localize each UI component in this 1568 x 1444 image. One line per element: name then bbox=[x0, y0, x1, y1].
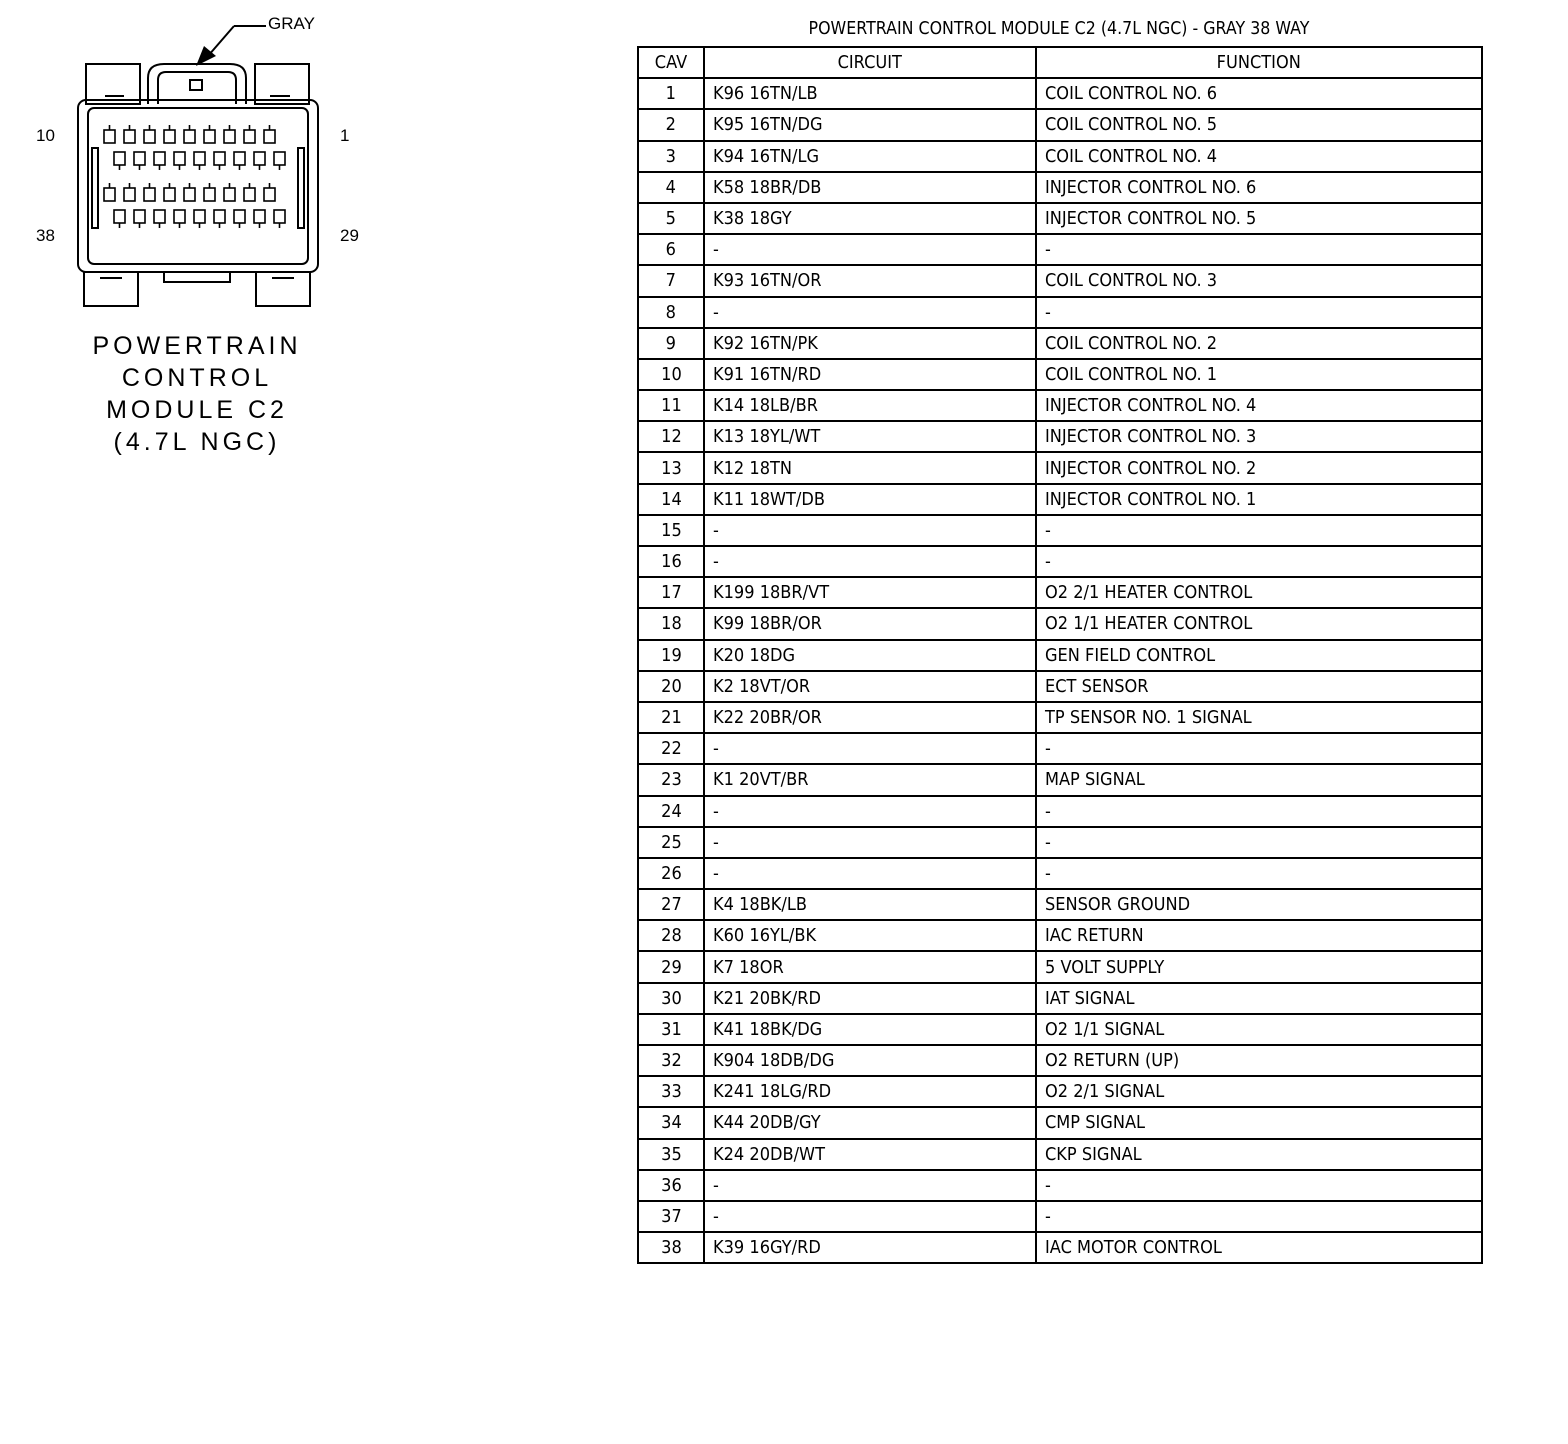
table-row bbox=[638, 421, 1482, 452]
terminal-cavity bbox=[254, 152, 265, 165]
table-row bbox=[638, 671, 1482, 702]
cell-circuit: K39 16GY/RD bbox=[704, 1232, 1036, 1263]
cell-cav: 7 bbox=[638, 265, 704, 296]
cell-circuit: K99 18BR/OR bbox=[704, 608, 1036, 639]
table-row bbox=[638, 297, 1482, 328]
terminal-cavity bbox=[214, 152, 225, 165]
cell-function: - bbox=[1036, 234, 1482, 265]
table-row bbox=[638, 608, 1482, 639]
table-row bbox=[638, 390, 1482, 421]
cell-circuit: K92 16TN/PK bbox=[704, 328, 1036, 359]
table-row bbox=[638, 1139, 1482, 1170]
connector-caption-line-1: POWERTRAIN bbox=[92, 332, 302, 360]
cell-cav: 5 bbox=[638, 203, 704, 234]
cell-cav: 30 bbox=[638, 983, 704, 1014]
table-row bbox=[638, 359, 1482, 390]
table-row bbox=[638, 172, 1482, 203]
cell-cav: 2 bbox=[638, 109, 704, 140]
cell-function: O2 1/1 HEATER CONTROL bbox=[1036, 608, 1482, 639]
cell-circuit: K241 18LG/RD bbox=[704, 1076, 1036, 1107]
cell-circuit: K199 18BR/VT bbox=[704, 577, 1036, 608]
cell-cav: 6 bbox=[638, 234, 704, 265]
pinout-table bbox=[637, 46, 1483, 1264]
terminal-cavity bbox=[134, 152, 145, 165]
cell-circuit: K20 18DG bbox=[704, 640, 1036, 671]
cell-cav: 34 bbox=[638, 1107, 704, 1138]
terminal-cavity bbox=[244, 188, 255, 201]
cell-function: 5 VOLT SUPPLY bbox=[1036, 951, 1482, 982]
cell-circuit: K58 18BR/DB bbox=[704, 172, 1036, 203]
cell-cav: 20 bbox=[638, 671, 704, 702]
table-row bbox=[638, 452, 1482, 483]
terminal-cavity bbox=[214, 210, 225, 223]
cell-cav: 9 bbox=[638, 328, 704, 359]
cell-cav: 22 bbox=[638, 733, 704, 764]
cell-function: MAP SIGNAL bbox=[1036, 764, 1482, 795]
cell-function: - bbox=[1036, 827, 1482, 858]
cell-circuit: K24 20DB/WT bbox=[704, 1139, 1036, 1170]
table-row bbox=[638, 1201, 1482, 1232]
table-row bbox=[638, 546, 1482, 577]
cell-function: - bbox=[1036, 1201, 1482, 1232]
terminal-cavity bbox=[124, 188, 135, 201]
cell-circuit: K2 18VT/OR bbox=[704, 671, 1036, 702]
cell-circuit: K93 16TN/OR bbox=[704, 265, 1036, 296]
table-title: POWERTRAIN CONTROL MODULE C2 (4.7L NGC) - GRAY 38 WAY bbox=[808, 18, 1310, 39]
cell-cav: 17 bbox=[638, 577, 704, 608]
table-row bbox=[638, 827, 1482, 858]
terminal-cavity bbox=[234, 152, 245, 165]
terminal-cavity bbox=[154, 152, 165, 165]
table-row bbox=[638, 1076, 1482, 1107]
cell-function: IAC MOTOR CONTROL bbox=[1036, 1232, 1482, 1263]
cell-circuit: K91 16TN/RD bbox=[704, 359, 1036, 390]
terminal-cavity bbox=[114, 152, 125, 165]
cell-cav: 36 bbox=[638, 1170, 704, 1201]
cell-circuit: K12 18TN bbox=[704, 452, 1036, 483]
cell-cav: 12 bbox=[638, 421, 704, 452]
pin-label-top-left: 10 bbox=[36, 126, 55, 145]
table-header-row bbox=[638, 47, 1482, 78]
cell-cav: 11 bbox=[638, 390, 704, 421]
cell-function: INJECTOR CONTROL NO. 3 bbox=[1036, 421, 1482, 452]
cell-circuit: - bbox=[704, 858, 1036, 889]
cell-cav: 16 bbox=[638, 546, 704, 577]
cell-circuit: - bbox=[704, 796, 1036, 827]
cell-circuit: K60 16YL/BK bbox=[704, 920, 1036, 951]
cell-function: COIL CONTROL NO. 3 bbox=[1036, 265, 1482, 296]
terminal-cavity bbox=[234, 210, 245, 223]
cell-function: INJECTOR CONTROL NO. 4 bbox=[1036, 390, 1482, 421]
cell-function: INJECTOR CONTROL NO. 2 bbox=[1036, 452, 1482, 483]
cell-circuit: K11 18WT/DB bbox=[704, 484, 1036, 515]
connector-caption-line-3: MODULE C2 bbox=[106, 396, 288, 424]
table-row bbox=[638, 640, 1482, 671]
cell-circuit: - bbox=[704, 733, 1036, 764]
cell-function: - bbox=[1036, 515, 1482, 546]
connector-color-label: GRAY bbox=[268, 14, 315, 33]
cell-circuit: K44 20DB/GY bbox=[704, 1107, 1036, 1138]
cell-cav: 3 bbox=[638, 141, 704, 172]
cell-function: IAC RETURN bbox=[1036, 920, 1482, 951]
cell-cav: 29 bbox=[638, 951, 704, 982]
cell-cav: 27 bbox=[638, 889, 704, 920]
table-row bbox=[638, 78, 1482, 109]
cell-cav: 8 bbox=[638, 297, 704, 328]
cell-function: ECT SENSOR bbox=[1036, 671, 1482, 702]
header-cav: CAV bbox=[638, 47, 704, 78]
table-row bbox=[638, 328, 1482, 359]
terminal-cavity bbox=[224, 130, 235, 143]
cell-circuit: K96 16TN/LB bbox=[704, 78, 1036, 109]
table-row bbox=[638, 1232, 1482, 1263]
table-row bbox=[638, 920, 1482, 951]
cell-cav: 25 bbox=[638, 827, 704, 858]
table-row bbox=[638, 515, 1482, 546]
terminal-cavity bbox=[244, 130, 255, 143]
cell-function: COIL CONTROL NO. 1 bbox=[1036, 359, 1482, 390]
cell-circuit: K94 16TN/LG bbox=[704, 141, 1036, 172]
cell-function: - bbox=[1036, 858, 1482, 889]
terminal-cavity bbox=[164, 188, 175, 201]
cell-function: O2 RETURN (UP) bbox=[1036, 1045, 1482, 1076]
terminal-cavity bbox=[104, 188, 115, 201]
cell-cav: 14 bbox=[638, 484, 704, 515]
cell-cav: 4 bbox=[638, 172, 704, 203]
terminal-cavity bbox=[204, 188, 215, 201]
cell-function: IAT SIGNAL bbox=[1036, 983, 1482, 1014]
header-circuit: CIRCUIT bbox=[704, 47, 1036, 78]
cell-function: INJECTOR CONTROL NO. 1 bbox=[1036, 484, 1482, 515]
cell-circuit: - bbox=[704, 546, 1036, 577]
terminal-cavity bbox=[134, 210, 145, 223]
terminal-cavity bbox=[254, 210, 265, 223]
connector-caption-line-4: (4.7L NGC) bbox=[113, 428, 281, 456]
cell-circuit: - bbox=[704, 827, 1036, 858]
table-row bbox=[638, 265, 1482, 296]
cell-function: COIL CONTROL NO. 4 bbox=[1036, 141, 1482, 172]
cell-cav: 38 bbox=[638, 1232, 704, 1263]
pin-label-top-right: 1 bbox=[340, 126, 350, 145]
cell-function: CMP SIGNAL bbox=[1036, 1107, 1482, 1138]
table-row bbox=[638, 983, 1482, 1014]
terminal-cavity bbox=[264, 188, 275, 201]
cell-circuit: K38 18GY bbox=[704, 203, 1036, 234]
color-pointer-arrow bbox=[190, 20, 270, 70]
table-row bbox=[638, 796, 1482, 827]
cell-function: COIL CONTROL NO. 2 bbox=[1036, 328, 1482, 359]
terminal-cavity bbox=[194, 152, 205, 165]
cell-function: - bbox=[1036, 733, 1482, 764]
cell-function: TP SENSOR NO. 1 SIGNAL bbox=[1036, 702, 1482, 733]
pin-label-bottom-left: 38 bbox=[36, 226, 55, 245]
terminal-cavity bbox=[174, 210, 185, 223]
cell-circuit: - bbox=[704, 234, 1036, 265]
terminal-cavity bbox=[264, 130, 275, 143]
table-row bbox=[638, 702, 1482, 733]
cell-cav: 32 bbox=[638, 1045, 704, 1076]
terminal-cavity bbox=[224, 188, 235, 201]
cell-circuit: K22 20BR/OR bbox=[704, 702, 1036, 733]
cell-circuit: - bbox=[704, 1201, 1036, 1232]
cell-cav: 28 bbox=[638, 920, 704, 951]
terminal-cavity bbox=[174, 152, 185, 165]
table-row bbox=[638, 109, 1482, 140]
cell-function: CKP SIGNAL bbox=[1036, 1139, 1482, 1170]
table-row bbox=[638, 858, 1482, 889]
cell-cav: 33 bbox=[638, 1076, 704, 1107]
table-row bbox=[638, 1170, 1482, 1201]
cell-cav: 10 bbox=[638, 359, 704, 390]
cell-function: - bbox=[1036, 297, 1482, 328]
cell-cav: 13 bbox=[638, 452, 704, 483]
cell-cav: 1 bbox=[638, 78, 704, 109]
table-row bbox=[638, 234, 1482, 265]
cell-function: - bbox=[1036, 796, 1482, 827]
terminal-cavity bbox=[114, 210, 125, 223]
terminal-cavity bbox=[204, 130, 215, 143]
pin-label-bottom-right: 29 bbox=[340, 226, 359, 245]
table-row bbox=[638, 141, 1482, 172]
cell-cav: 35 bbox=[638, 1139, 704, 1170]
cell-circuit: K95 16TN/DG bbox=[704, 109, 1036, 140]
cell-function: COIL CONTROL NO. 6 bbox=[1036, 78, 1482, 109]
cell-function: O2 1/1 SIGNAL bbox=[1036, 1014, 1482, 1045]
table-row bbox=[638, 484, 1482, 515]
table-row bbox=[638, 733, 1482, 764]
terminal-cavity bbox=[184, 130, 195, 143]
table-row bbox=[638, 577, 1482, 608]
cell-function: - bbox=[1036, 546, 1482, 577]
cell-cav: 15 bbox=[638, 515, 704, 546]
cell-circuit: K13 18YL/WT bbox=[704, 421, 1036, 452]
cell-cav: 24 bbox=[638, 796, 704, 827]
cell-circuit: - bbox=[704, 1170, 1036, 1201]
cell-function: INJECTOR CONTROL NO. 5 bbox=[1036, 203, 1482, 234]
cell-cav: 26 bbox=[638, 858, 704, 889]
terminal-cavity bbox=[194, 210, 205, 223]
cell-cav: 21 bbox=[638, 702, 704, 733]
cell-circuit: K4 18BK/LB bbox=[704, 889, 1036, 920]
table-row bbox=[638, 1045, 1482, 1076]
cell-cav: 37 bbox=[638, 1201, 704, 1232]
cell-cav: 31 bbox=[638, 1014, 704, 1045]
cell-function: GEN FIELD CONTROL bbox=[1036, 640, 1482, 671]
cell-cav: 23 bbox=[638, 764, 704, 795]
cell-circuit: K41 18BK/DG bbox=[704, 1014, 1036, 1045]
cell-function: O2 2/1 HEATER CONTROL bbox=[1036, 577, 1482, 608]
connector-caption-line-2: CONTROL bbox=[121, 364, 273, 392]
terminal-cavity bbox=[144, 130, 155, 143]
table-row bbox=[638, 1107, 1482, 1138]
cell-function: SENSOR GROUND bbox=[1036, 889, 1482, 920]
table-row bbox=[638, 203, 1482, 234]
terminal-cavity bbox=[124, 130, 135, 143]
terminal-cavity bbox=[104, 130, 115, 143]
cell-cav: 19 bbox=[638, 640, 704, 671]
header-function: FUNCTION bbox=[1036, 47, 1482, 78]
cell-function: - bbox=[1036, 1170, 1482, 1201]
table-row bbox=[638, 889, 1482, 920]
terminal-cavity bbox=[164, 130, 175, 143]
cell-circuit: K21 20BK/RD bbox=[704, 983, 1036, 1014]
table-row bbox=[638, 764, 1482, 795]
cell-circuit: - bbox=[704, 515, 1036, 546]
cell-cav: 18 bbox=[638, 608, 704, 639]
cell-function: INJECTOR CONTROL NO. 6 bbox=[1036, 172, 1482, 203]
terminal-cavity bbox=[144, 188, 155, 201]
table-row bbox=[638, 951, 1482, 982]
terminal-cavity bbox=[274, 152, 285, 165]
cell-circuit: K14 18LB/BR bbox=[704, 390, 1036, 421]
cell-circuit: K7 18OR bbox=[704, 951, 1036, 982]
table-row bbox=[638, 1014, 1482, 1045]
cell-function: COIL CONTROL NO. 5 bbox=[1036, 109, 1482, 140]
cell-circuit: K1 20VT/BR bbox=[704, 764, 1036, 795]
cell-circuit: K904 18DB/DG bbox=[704, 1045, 1036, 1076]
cell-circuit: - bbox=[704, 297, 1036, 328]
terminal-cavity bbox=[154, 210, 165, 223]
cell-function: O2 2/1 SIGNAL bbox=[1036, 1076, 1482, 1107]
terminal-cavity bbox=[184, 188, 195, 201]
terminal-cavity bbox=[274, 210, 285, 223]
